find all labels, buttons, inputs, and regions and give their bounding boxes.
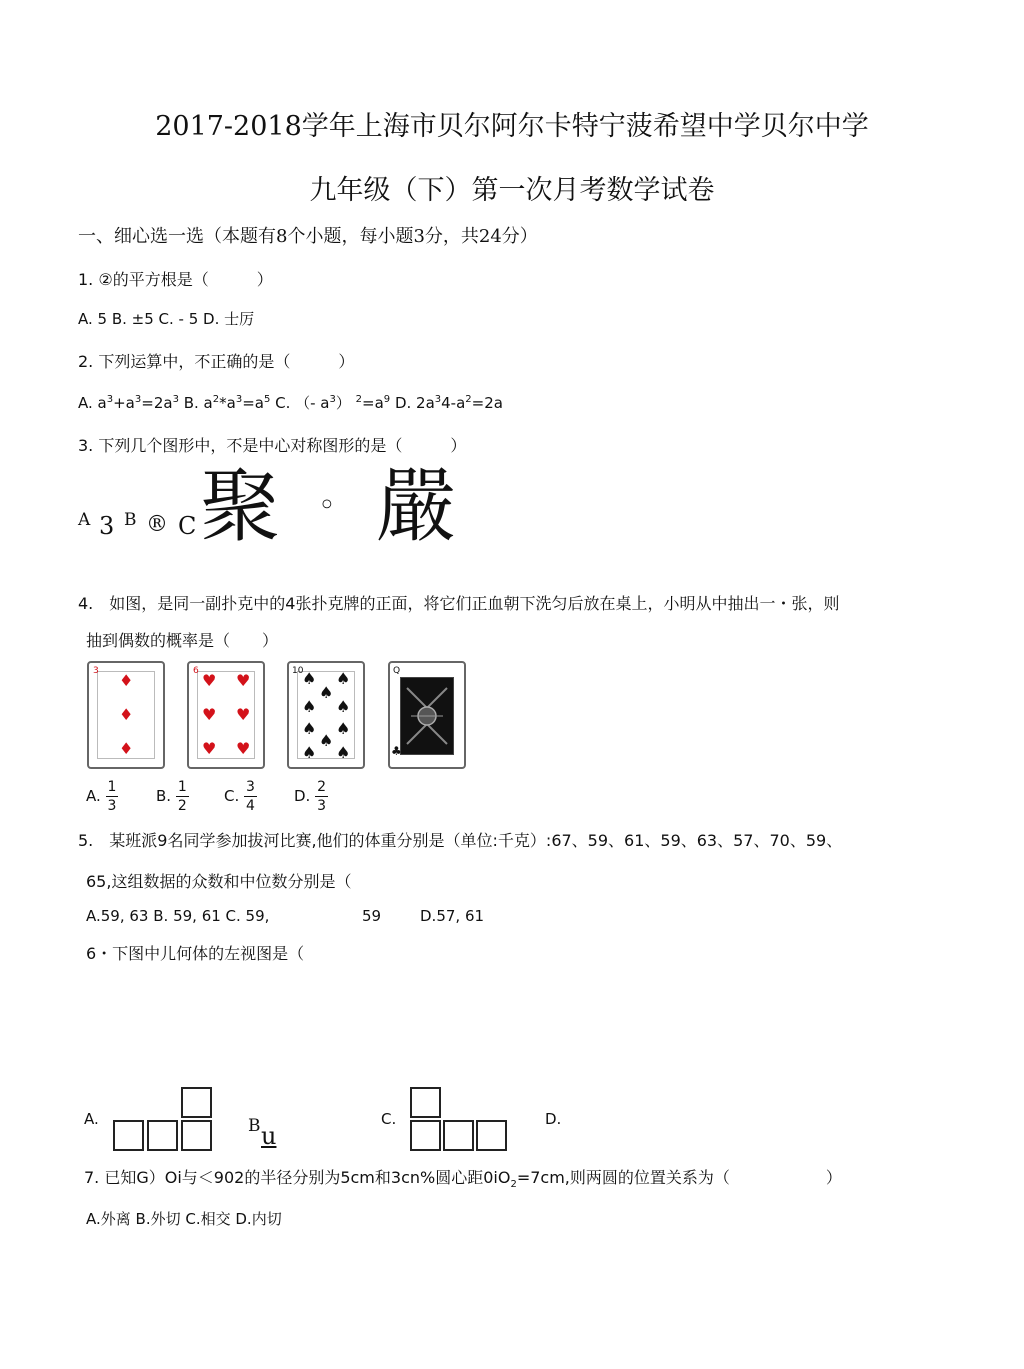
q6-label-d: D. (545, 1110, 562, 1128)
q6-label-c: C. (381, 1110, 397, 1128)
q4-option-a: A. $\frac{1}{3}$ (86, 779, 117, 814)
section-heading: 一、细心选一选（本题有8个小题，每小题3分，共24分） (78, 226, 538, 247)
q7-stem: 7. 已知G）Oi与＜902的半径分别为5cm和3cn%圆心距$0iO_2=7cm$,则两圆的位置关系为（ ） (84, 1168, 842, 1191)
q6-stem: 6・下图中儿何体的左视图是（ (86, 944, 305, 963)
q3-label-b: B (124, 510, 137, 530)
q6-label-a: A. (84, 1110, 99, 1128)
q4-option-d: D. $\frac{2}{3}$ (294, 779, 327, 814)
q4-stem-2: 抽到偶数的概率是（ ） (86, 631, 279, 650)
q1-options: A. 5 B. ±5 C. - 5 D. 士厉 (78, 310, 255, 328)
q4-option-c: C. $\frac{3}{4}$ (224, 779, 255, 814)
playing-card-queen-clubs: Q ♣ (388, 661, 466, 769)
q5-stem-2: 65,这组数据的众数和中位数分别是（ (86, 872, 352, 891)
q5-stem: 5. 某班派9名同学参加拔河比赛,他们的体重分别是（单位:千克）:67、59、61、59、63、57、70、59、 (78, 831, 843, 850)
q3-figure-c: 聚 (200, 460, 280, 553)
q3-figure-a: 3 (99, 512, 115, 540)
q5-options-a: A.59, 63 B. 59, 61 C. 59, (86, 907, 270, 925)
playing-card-10-spades: 10 ♠ ♠ ♠ ♠ ♠ ♠ ♠ ♠ ♠ ♠ (287, 661, 365, 769)
queen-face-image (400, 677, 454, 755)
q1-stem: 1. ②的平方根是（ ） (78, 270, 273, 289)
q6-label-b-figure: u (261, 1122, 277, 1150)
q2-options: A. $a^3+a^3=2a^3$ B. $a^2*a^3=a^5$ C. （- $a^3$） $^2=a^9$ D. $2a^34-a^2=2a$ (78, 394, 503, 412)
q4-option-b: B. $\frac{1}{2}$ (156, 779, 187, 814)
page-subtitle: 九年级（下）第一次月考数学试卷 (309, 175, 715, 206)
q6-label-b: B (248, 1116, 261, 1136)
q3-figure-d: ◦ (318, 488, 336, 523)
q3-label-c: C (178, 512, 197, 540)
q3-stem: 3. 下列几个图形中，不是中心对称图形的是（ ） (78, 436, 467, 455)
q5-options-b: 59 (362, 907, 382, 925)
q7-options: A.外离 B.外切 C.相交 D.内切 (86, 1210, 282, 1228)
q4-stem: 4. 如图，是同一副扑克中的4张扑克牌的正面，将它们正血朝下洗匀后放在桌上，小明从中抽出一・张，则 (78, 594, 840, 613)
q3-figure-e: 嚴 (376, 460, 456, 553)
q3-label-a: A (78, 510, 91, 530)
q2-stem: 2. 下列运算中，不正确的是（ ） (78, 352, 355, 371)
q3-figure-b: ® (146, 512, 168, 537)
q5-options-c: D.57, 61 (420, 907, 485, 925)
page-title: 2017-2018学年上海市贝尔阿尔卡特宁菠希望中学贝尔中学 (155, 111, 869, 142)
playing-card-3-diamonds: 3 ♦ ♦ ♦ (87, 661, 165, 769)
playing-card-6-hearts: 6 ♥ ♥ ♥ ♥ ♥ ♥ (187, 661, 265, 769)
